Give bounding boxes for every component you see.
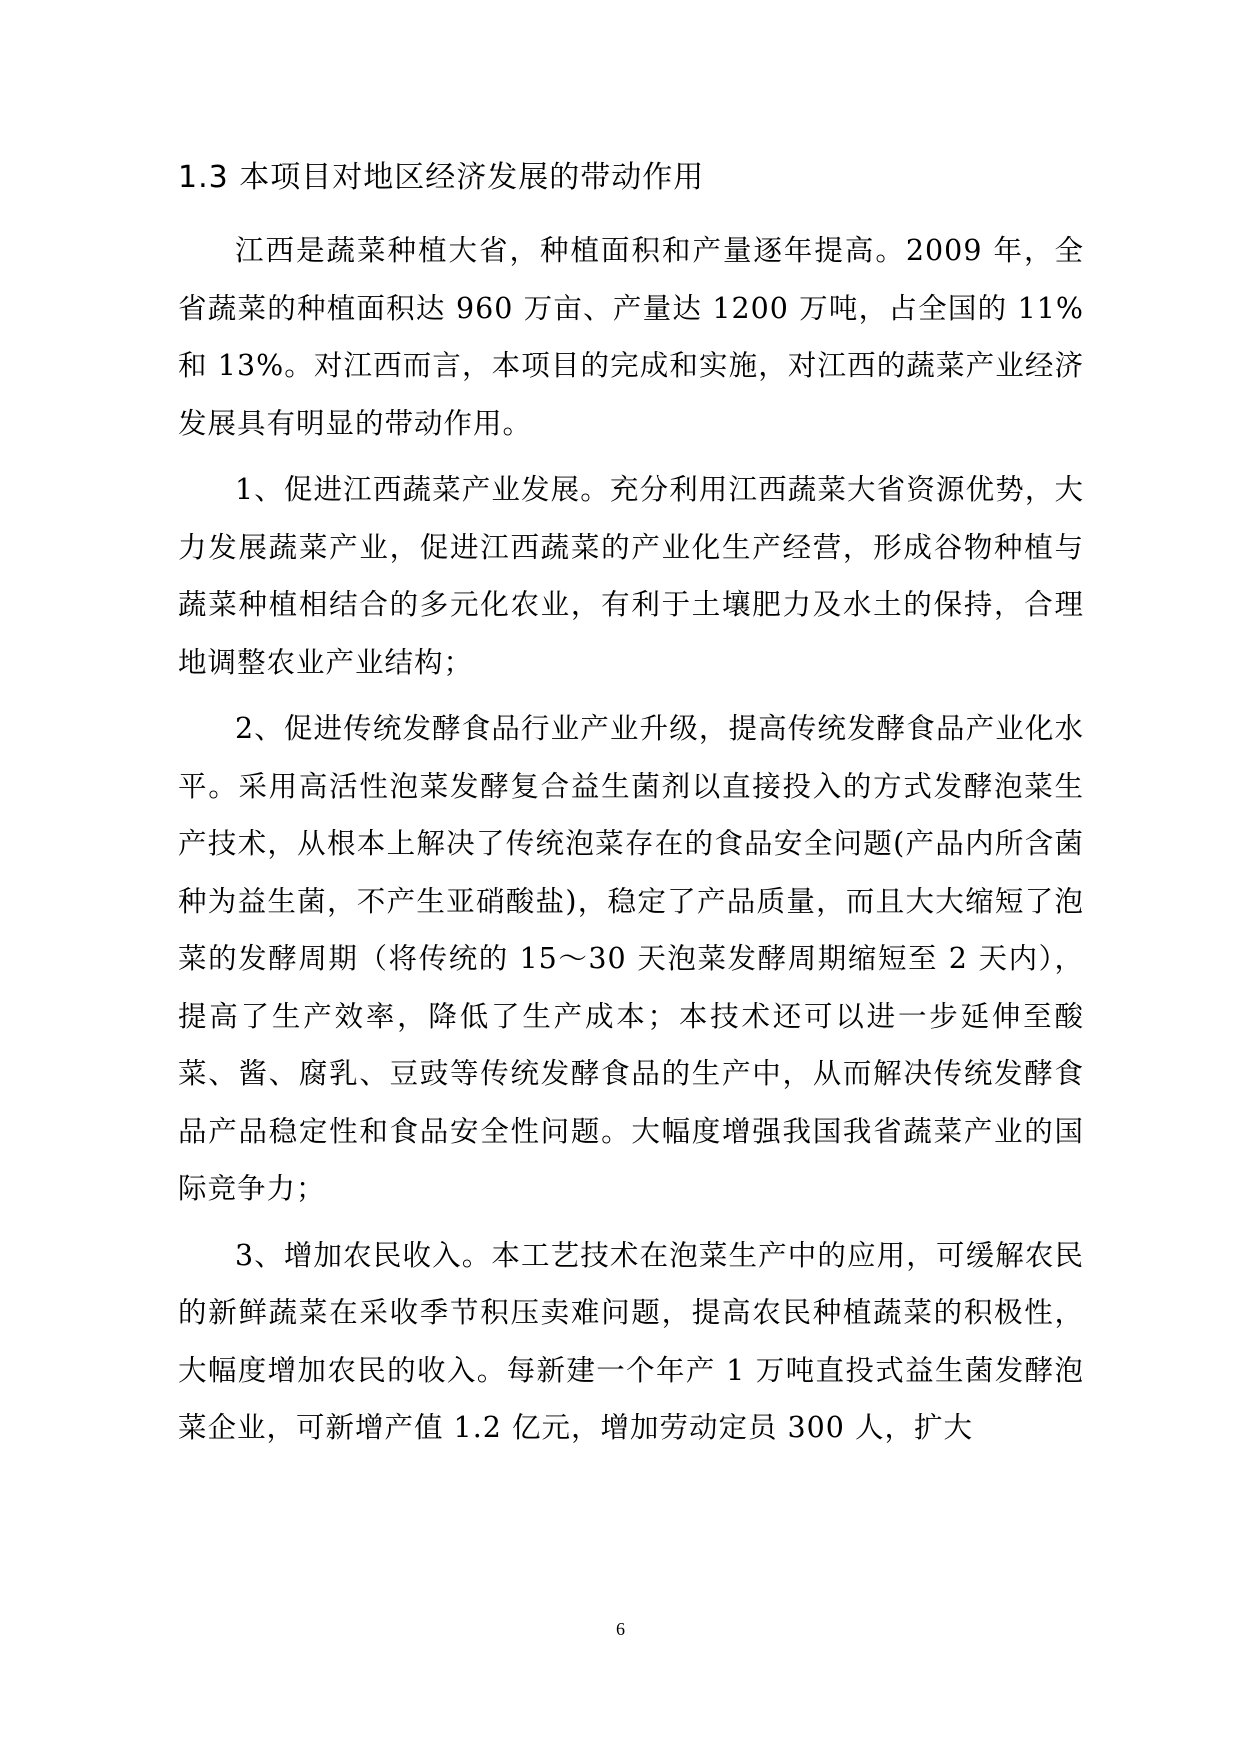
paragraph-point-2: 2、促进传统发酵食品行业产业升级，提高传统发酵食品产业化水平。采用高活性泡菜发酵复合益生菌剂以直接投入的方式发酵泡菜生产技术，从根本上解决了传统泡菜存在的食品安全问题(产品内所含菌种为益生菌，不产生亚硝酸盐)，稳定了产品质量，而且大大缩短了泡菜的发酵周期（将传统的 15～30 天泡菜发酵周期缩短至 2 天内），提高了生产效率，降低了生产成本；本技术还可以进一步延伸至酸菜、酱、腐乳、豆豉等传统发酵食品的生产中，从而解决传统发酵食品产品稳定性和食品安全性问题。大幅度增强我国我省蔬菜产业的国际竞争力；	[178, 712, 1084, 1205]
paragraph-point-1: 1、促进江西蔬菜产业发展。充分利用江西蔬菜大省资源优势，大力发展蔬菜产业，促进江西蔬菜的产业化生产经营，形成谷物种植与蔬菜种植相结合的多元化农业，有利于土壤肥力及水土的保持，合理地调整农业产业结构；	[178, 473, 1084, 679]
paragraph-point-3: 3、增加农民收入。本工艺技术在泡菜生产中的应用，可缓解农民的新鲜蔬菜在采收季节积压卖难问题，提高农民种植蔬菜的积极性，大幅度增加农民的收入。每新建一个年产 1 万吨直投式益生菌发酵泡菜企业，可新增产值 1.2 亿元，增加劳动定员 300 人，扩大	[178, 1238, 1084, 1444]
section-heading: 1.3 本项目对地区经济发展的带动作用	[178, 160, 705, 195]
page-number: 6	[616, 1619, 625, 1639]
paragraph-intro: 江西是蔬菜种植大省，种植面积和产量逐年提高。2009 年，全省蔬菜的种植面积达 960 万亩、产量达 1200 万吨，占全国的 11%和 13%。对江西而言，本项目的完成和实施，对江西的蔬菜产业经济发展具有明显的带动作用。	[178, 234, 1084, 440]
body-text	[178, 222, 1084, 1466]
